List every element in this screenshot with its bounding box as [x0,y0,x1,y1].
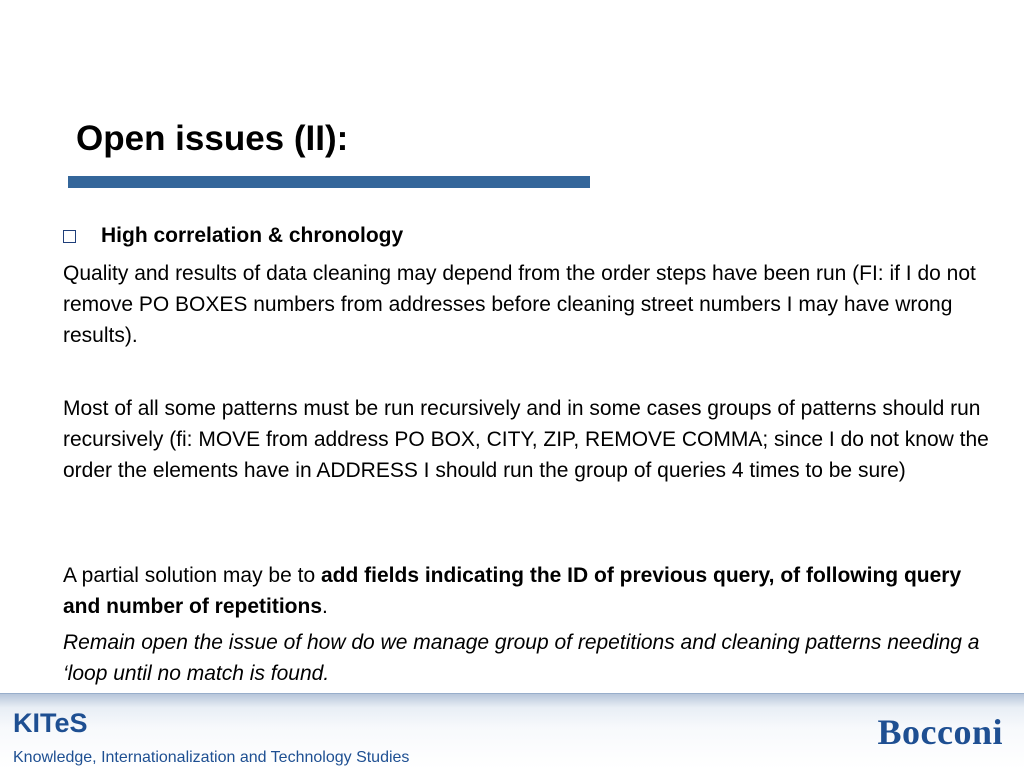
paragraph-order-dependency: Quality and results of data cleaning may depend from the order steps have been run (FI: if I do not remove PO BOXES numbers from addresses before cleaning street numbers I may have wrong results). [63,262,976,347]
kites-tagline: Knowledge, Internationalization and Technology Studies [13,749,410,766]
kites-logo: KITeS [13,708,88,738]
hollow-square-bullet-icon [63,230,76,243]
bullet-item [63,223,403,249]
paragraph-recursive-patterns: Most of all some patterns must be run recursively and in some cases groups of patterns should run recursively (fi: MOVE from address PO BOX, CITY, ZIP, REMOVE COMMA; since I do not know the order the elements have in ADDRESS I should run the group of queries 4 times to be sure) [63,397,989,482]
partial-solution-prefix: A partial solution may be to [63,564,321,587]
partial-solution-suffix: . [322,595,328,618]
paragraph-open-issue: Remain open the issue of how do we manage group of repetitions and cleaning patterns needing a ‘loop until no match is found. [63,631,980,685]
title-underline-bar [68,176,590,188]
paragraph-partial-solution [63,560,993,622]
bullet-heading: High correlation & chronology [101,224,404,247]
slide-title: Open issues (II): [76,119,349,158]
partial-solution-emphasis: add fields indicating the ID of previous query, of following query and number of repetitions [63,564,962,618]
footer-bar [0,693,1024,768]
bocconi-logo: Bocconi [877,712,1003,752]
